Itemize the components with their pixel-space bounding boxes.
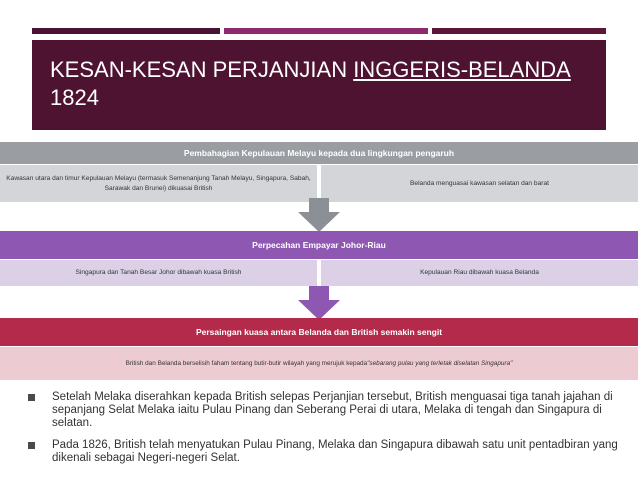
- title-year: 1824: [50, 85, 99, 110]
- bullet-item-2: [28, 439, 618, 465]
- title-text-1: KESAN-KESAN PERJANJIAN: [50, 57, 354, 82]
- level1-right-cell: Belanda menguasai kawasan selatan dan barat: [321, 165, 638, 202]
- square-bullet-icon: [28, 442, 35, 449]
- down-arrow-icon-2: [298, 286, 340, 320]
- top-accent-bar-1: [32, 28, 220, 34]
- bullet-text-2: Pada 1826, British telah menyatukan Pulau Pinang, Melaka dan Singapura dibawah satu unit pentadbiran yang dikenali sebagai Negeri-negeri Selat.: [52, 439, 618, 464]
- bullet-item-1: [28, 391, 618, 430]
- level2-left-cell: Singapura dan Tanah Besar Johor dibawah kuasa British: [0, 260, 317, 286]
- level3-row: [0, 347, 638, 380]
- top-accent-bar-2: [224, 28, 428, 34]
- square-bullet-icon: [28, 394, 35, 401]
- top-accent-bar-3: [432, 28, 606, 34]
- level2-right-cell: Kepulauan Riau dibawah kuasa Belanda: [321, 260, 638, 286]
- level1-row: [0, 165, 638, 202]
- level3-header: Persaingan kuasa antara Belanda dan British semakin sengit: [0, 318, 638, 346]
- level1-header: Pembahagian Kepulauan Melayu kepada dua lingkungan pengaruh: [0, 142, 638, 164]
- title-text-underlined: INGGERIS-BELANDA: [353, 57, 571, 82]
- level1-left-cell: Kawasan utara dan timur Kepulauan Melayu (termasuk Semenanjung Tanah Melayu, Singapura, Sabah, Sarawak dan Brunei) dikuasai British: [0, 165, 317, 202]
- level3-body-cell: [0, 347, 638, 380]
- level3-body-quote: "sebarang pulau yang terletak diselatan Singapura": [367, 359, 513, 367]
- level3-body-text: British dan Belanda berselisih faham tentang butir-butir wilayah yang merujuk kepada: [125, 359, 368, 367]
- bullet-text-1: Setelah Melaka diserahkan kepada British selepas Perjanjian tersebut, British menguasai tiga tanah jajahan di sepanjang Selat Melaka iaitu Pulau Pinang dan Seberang Perai di utara, Melaka di tengah dan Singapura di selatan.: [52, 391, 613, 429]
- bullet-list: [28, 391, 618, 474]
- slide-title: [50, 56, 596, 112]
- title-banner: [32, 40, 606, 130]
- level2-header: Perpecahan Empayar Johor-Riau: [0, 231, 638, 259]
- level2-row: [0, 260, 638, 286]
- down-arrow-icon-1: [298, 198, 340, 232]
